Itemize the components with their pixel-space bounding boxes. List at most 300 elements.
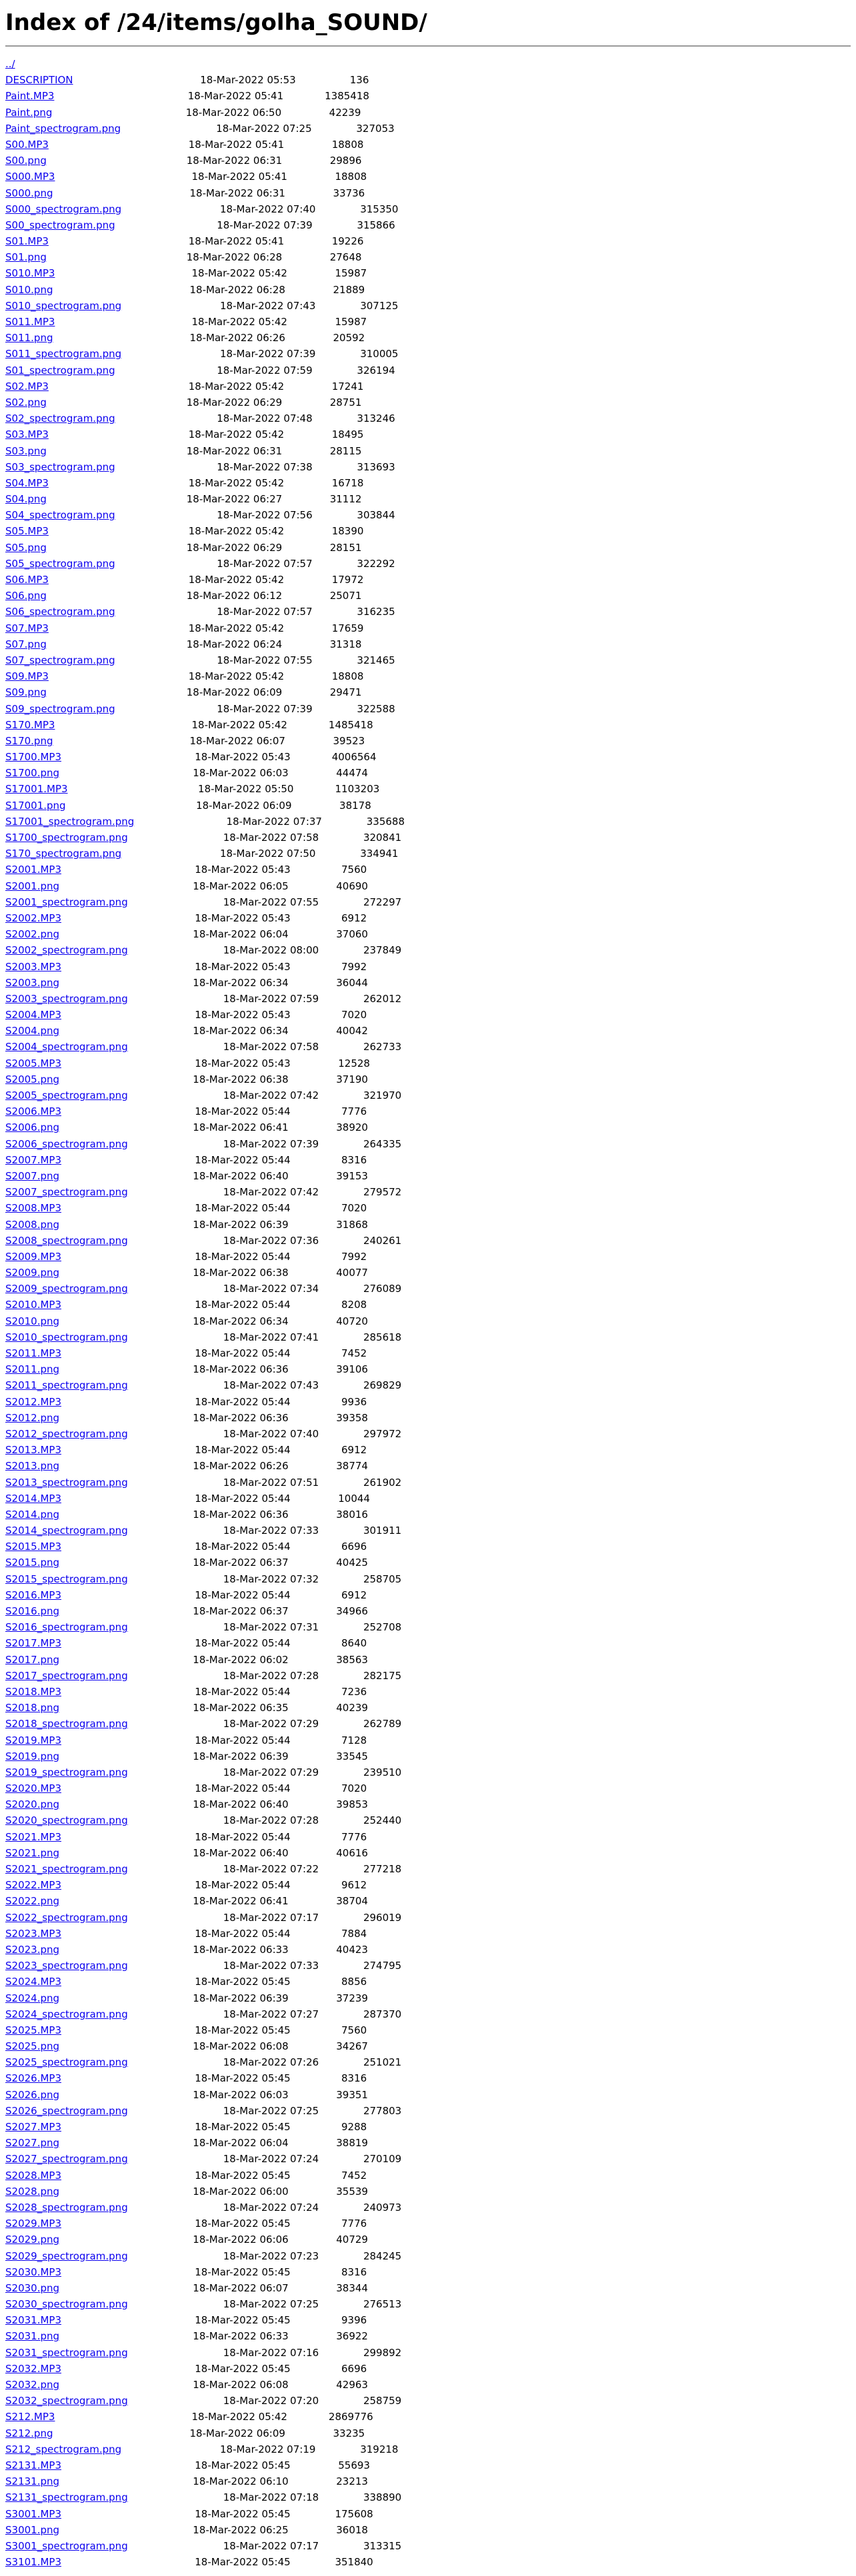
file-link[interactable]: S2029.MP3: [5, 2218, 61, 2230]
file-link[interactable]: S010.png: [5, 283, 53, 296]
file-link[interactable]: S01.png: [5, 251, 47, 264]
file-entry-row: [5, 2280, 851, 2296]
file-link[interactable]: S2031.png: [5, 2330, 60, 2343]
file-link[interactable]: S2032.png: [5, 2379, 60, 2391]
file-link[interactable]: S2016_spectrogram.png: [5, 1621, 128, 1634]
file-link[interactable]: S000.png: [5, 187, 53, 199]
file-date: 18-Mar-2022 06:25: [193, 2523, 289, 2536]
file-entry-row: [5, 1893, 851, 1909]
file-link[interactable]: S2025.png: [5, 2040, 60, 2053]
file-link[interactable]: S2028.png: [5, 2185, 60, 2198]
file-link[interactable]: S04.png: [5, 493, 47, 506]
file-link[interactable]: S2011.MP3: [5, 1347, 61, 1359]
file-link[interactable]: S17001.MP3: [5, 783, 68, 796]
file-entry-row: [5, 588, 851, 604]
file-date: 18-Mar-2022 05:41: [188, 235, 285, 248]
file-entry-row: [5, 2312, 851, 2328]
file-date: 18-Mar-2022 05:42: [188, 476, 285, 489]
file-link[interactable]: S2032_spectrogram.png: [5, 2395, 128, 2407]
file-entry-row: [5, 684, 851, 700]
file-size: 40729: [336, 2234, 368, 2246]
file-link[interactable]: S2021.png: [5, 1846, 60, 1859]
file-date: 18-Mar-2022 07:57: [217, 606, 313, 618]
file-date: 18-Mar-2022 06:03: [193, 767, 289, 780]
file-size: 44474: [336, 767, 368, 780]
file-link[interactable]: S09.MP3: [5, 670, 49, 683]
file-link[interactable]: S2014_spectrogram.png: [5, 1525, 128, 1537]
file-size: 237849: [363, 944, 402, 957]
file-link[interactable]: S2022_spectrogram.png: [5, 1911, 128, 1924]
file-link[interactable]: S2027.png: [5, 2137, 60, 2150]
file-entry-row: [5, 1716, 851, 1732]
file-entry-row: [5, 2328, 851, 2344]
file-date: 18-Mar-2022 05:44: [195, 1589, 291, 1601]
file-date: 18-Mar-2022 05:44: [195, 1734, 291, 1746]
file-link[interactable]: S01.MP3: [5, 235, 49, 248]
file-link[interactable]: DESCRIPTION: [5, 74, 73, 87]
file-link[interactable]: S2013.png: [5, 1460, 60, 1473]
file-date: 18-Mar-2022 05:45: [195, 2507, 291, 2520]
file-date: 18-Mar-2022 07:43: [223, 1379, 319, 1392]
file-date: 18-Mar-2022 07:40: [223, 1427, 319, 1440]
file-date: 18-Mar-2022 05:42: [191, 718, 287, 731]
file-link[interactable]: S2022.png: [5, 1895, 60, 1908]
file-date: 18-Mar-2022 07:24: [223, 2153, 319, 2166]
file-size: 39523: [333, 734, 365, 747]
file-link[interactable]: S170.MP3: [5, 718, 55, 731]
file-date: 18-Mar-2022 07:22: [223, 1863, 319, 1875]
file-size: 335688: [366, 815, 405, 828]
file-link[interactable]: S2008_spectrogram.png: [5, 1234, 128, 1247]
file-link[interactable]: S09.png: [5, 686, 47, 699]
file-entry-row: [5, 1926, 851, 1942]
file-size: 7776: [341, 1830, 367, 1843]
file-link[interactable]: S2026_spectrogram.png: [5, 2104, 128, 2117]
file-link[interactable]: S2028_spectrogram.png: [5, 2201, 128, 2214]
file-link[interactable]: S2013.MP3: [5, 1444, 61, 1457]
file-size: 7452: [341, 2169, 367, 2182]
file-date: 18-Mar-2022 05:42: [191, 267, 287, 280]
file-link[interactable]: S000.MP3: [5, 171, 55, 183]
file-entry-row: [5, 846, 851, 862]
file-entry-row: [5, 798, 851, 814]
file-entry-row: [5, 1764, 851, 1780]
file-link[interactable]: S2019_spectrogram.png: [5, 1766, 128, 1778]
file-link[interactable]: S00_spectrogram.png: [5, 219, 115, 231]
file-entry-row: [5, 959, 851, 975]
file-link[interactable]: S2023.MP3: [5, 1927, 61, 1940]
file-link[interactable]: S170_spectrogram.png: [5, 848, 122, 860]
file-link[interactable]: S1700.png: [5, 767, 60, 780]
file-size: 7560: [341, 864, 367, 876]
file-link[interactable]: S2008.MP3: [5, 1202, 61, 1215]
file-date: 18-Mar-2022 05:45: [195, 2218, 291, 2230]
file-link[interactable]: S2017.MP3: [5, 1637, 61, 1650]
file-link[interactable]: S1700.MP3: [5, 751, 61, 764]
file-link[interactable]: S2012.png: [5, 1411, 60, 1424]
file-size: 33736: [333, 187, 365, 199]
file-link[interactable]: S2007.MP3: [5, 1153, 61, 1166]
file-entry-row: [5, 942, 851, 958]
file-link[interactable]: S2001.MP3: [5, 864, 61, 876]
file-link[interactable]: Paint.MP3: [5, 90, 55, 103]
file-date: 18-Mar-2022 06:36: [193, 1411, 289, 1424]
file-size: 20592: [333, 332, 365, 344]
file-link[interactable]: S2024_spectrogram.png: [5, 2008, 128, 2020]
file-link[interactable]: S2005.png: [5, 1073, 60, 1085]
file-date: 18-Mar-2022 05:42: [188, 622, 285, 634]
file-link[interactable]: S2131_spectrogram.png: [5, 2491, 128, 2504]
file-link[interactable]: S06_spectrogram.png: [5, 606, 115, 618]
file-date: 18-Mar-2022 06:34: [193, 1025, 289, 1037]
file-date: 18-Mar-2022 06:04: [193, 928, 289, 941]
file-entry-row: [5, 1136, 851, 1152]
file-size: 326194: [357, 364, 395, 376]
file-date: 18-Mar-2022 05:45: [195, 2459, 291, 2471]
file-link[interactable]: S170.png: [5, 734, 53, 747]
file-link[interactable]: Paint_spectrogram.png: [5, 122, 121, 135]
file-link[interactable]: S2025.MP3: [5, 2024, 61, 2036]
file-entry-row: [5, 1829, 851, 1845]
file-link[interactable]: S2020_spectrogram.png: [5, 1814, 128, 1827]
file-size: 18495: [331, 428, 364, 441]
file-link[interactable]: S2018.png: [5, 1702, 60, 1714]
file-link[interactable]: S2011.png: [5, 1363, 60, 1376]
file-link[interactable]: S02_spectrogram.png: [5, 412, 115, 425]
file-entry-row: [5, 636, 851, 652]
file-entry-row: [5, 330, 851, 346]
file-link[interactable]: S212.png: [5, 2427, 53, 2439]
file-date: 18-Mar-2022 06:05: [193, 880, 289, 892]
file-date: 18-Mar-2022 06:37: [193, 1605, 289, 1617]
file-link[interactable]: S2019.MP3: [5, 1734, 61, 1746]
file-date: 18-Mar-2022 07:26: [223, 2056, 319, 2069]
file-link[interactable]: S2022.MP3: [5, 1879, 61, 1892]
file-link[interactable]: S2019.png: [5, 1750, 60, 1762]
file-link[interactable]: S17001.png: [5, 799, 66, 812]
file-link[interactable]: S03.MP3: [5, 428, 49, 441]
file-link[interactable]: S2024.MP3: [5, 1976, 61, 1988]
file-link[interactable]: S212_spectrogram.png: [5, 2443, 122, 2455]
file-link[interactable]: S2011_spectrogram.png: [5, 1379, 128, 1392]
file-size: 252708: [363, 1621, 402, 1634]
file-link[interactable]: S3101.MP3: [5, 2556, 61, 2569]
file-link[interactable]: S2013_spectrogram.png: [5, 1476, 128, 1489]
file-link[interactable]: S2025_spectrogram.png: [5, 2056, 128, 2069]
file-link[interactable]: S2006.MP3: [5, 1105, 61, 1118]
file-size: 282175: [363, 1669, 402, 1682]
file-date: 18-Mar-2022 05:45: [195, 2121, 291, 2133]
file-link[interactable]: S2026.png: [5, 2088, 60, 2101]
file-link[interactable]: S2030.png: [5, 2281, 60, 2294]
file-link[interactable]: S011.MP3: [5, 316, 55, 328]
file-entry-row: [5, 2554, 851, 2570]
file-link[interactable]: S06.MP3: [5, 574, 49, 586]
file-link[interactable]: S09_spectrogram.png: [5, 702, 115, 715]
file-link[interactable]: S2021_spectrogram.png: [5, 1863, 128, 1875]
file-entry-row: [5, 1652, 851, 1668]
file-link[interactable]: S212.MP3: [5, 2411, 55, 2423]
file-link[interactable]: S2015.MP3: [5, 1541, 61, 1553]
file-entry-row: [5, 1877, 851, 1893]
file-date: 18-Mar-2022 05:41: [188, 138, 285, 151]
file-date: 18-Mar-2022 07:31: [223, 1621, 319, 1634]
file-link[interactable]: S2002.MP3: [5, 912, 61, 924]
file-link[interactable]: S011_spectrogram.png: [5, 348, 122, 360]
file-size: 321465: [357, 654, 395, 666]
file-link[interactable]: S2008.png: [5, 1218, 60, 1231]
file-link[interactable]: S07.png: [5, 638, 47, 650]
file-date: 18-Mar-2022 07:57: [217, 557, 313, 570]
file-link[interactable]: S2021.MP3: [5, 1830, 61, 1843]
file-size: 7776: [341, 1105, 367, 1118]
file-link[interactable]: S2027_spectrogram.png: [5, 2153, 128, 2166]
parent-directory-link[interactable]: ../: [5, 58, 15, 70]
file-link[interactable]: S05.png: [5, 541, 47, 554]
file-entry-row: [5, 137, 851, 153]
file-size: 252440: [363, 1814, 402, 1827]
file-size: 40690: [336, 880, 368, 892]
file-link[interactable]: S011.png: [5, 332, 53, 344]
file-link[interactable]: S07_spectrogram.png: [5, 654, 115, 666]
file-link[interactable]: S02.png: [5, 396, 47, 408]
file-link[interactable]: S2032.MP3: [5, 2362, 61, 2375]
file-date: 18-Mar-2022 06:31: [189, 187, 285, 199]
file-date: 18-Mar-2022 06:37: [193, 1557, 289, 1569]
file-date: 18-Mar-2022 07:43: [219, 299, 316, 312]
file-link[interactable]: S2029_spectrogram.png: [5, 2250, 128, 2262]
file-link[interactable]: S2012_spectrogram.png: [5, 1427, 128, 1440]
file-date: 18-Mar-2022 07:38: [217, 460, 313, 473]
file-entry-row: [5, 394, 851, 410]
file-date: 18-Mar-2022 07:32: [223, 1573, 319, 1585]
file-link[interactable]: S2015.png: [5, 1557, 60, 1569]
file-size: 269829: [363, 1379, 402, 1392]
file-size: 12528: [338, 1057, 370, 1069]
file-link[interactable]: S2010_spectrogram.png: [5, 1331, 128, 1343]
file-date: 18-Mar-2022 07:27: [223, 2008, 319, 2020]
file-date: 18-Mar-2022 07:20: [223, 2395, 319, 2407]
file-link[interactable]: S2007.png: [5, 1169, 60, 1182]
file-date: 18-Mar-2022 05:53: [200, 74, 296, 87]
file-link[interactable]: S2004_spectrogram.png: [5, 1041, 128, 1053]
file-size: 33235: [333, 2427, 365, 2439]
file-size: 7020: [341, 1009, 367, 1021]
file-link[interactable]: Paint.png: [5, 106, 53, 119]
file-link[interactable]: S2026.MP3: [5, 2072, 61, 2085]
file-size: 7992: [341, 1250, 367, 1263]
file-link[interactable]: S2010.MP3: [5, 1299, 61, 1311]
file-link[interactable]: S2006_spectrogram.png: [5, 1137, 128, 1150]
file-date: 18-Mar-2022 06:10: [193, 2475, 289, 2488]
file-link[interactable]: S2020.MP3: [5, 1782, 61, 1795]
file-link[interactable]: S2020.png: [5, 1798, 60, 1811]
file-link[interactable]: S1700_spectrogram.png: [5, 832, 128, 844]
file-entry-row: [5, 701, 851, 717]
file-link[interactable]: S2005_spectrogram.png: [5, 1089, 128, 1101]
file-size: 7020: [341, 1782, 367, 1795]
file-size: 16718: [331, 476, 364, 489]
file-link[interactable]: S2001_spectrogram.png: [5, 896, 128, 908]
file-date: 18-Mar-2022 05:43: [195, 960, 291, 973]
file-size: 55693: [338, 2459, 370, 2471]
file-date: 18-Mar-2022 07:58: [223, 1041, 319, 1053]
file-entry-row: [5, 2457, 851, 2473]
file-link[interactable]: S2131.png: [5, 2475, 60, 2488]
file-link[interactable]: S2016.png: [5, 1605, 60, 1617]
file-entry-row: [5, 314, 851, 330]
file-date: 18-Mar-2022 06:34: [193, 976, 289, 989]
file-size: 276089: [363, 1283, 402, 1295]
file-entry-row: [5, 604, 851, 620]
file-date: 18-Mar-2022 05:44: [195, 1879, 291, 1892]
file-link[interactable]: S2031_spectrogram.png: [5, 2346, 128, 2359]
file-link[interactable]: S2014.MP3: [5, 1492, 61, 1505]
file-entry-row: [5, 1313, 851, 1329]
file-listing: [5, 56, 851, 2570]
file-size: 38563: [336, 1653, 368, 1666]
file-link[interactable]: S2029.png: [5, 2234, 60, 2246]
file-link[interactable]: S2003.MP3: [5, 960, 61, 973]
file-entry-row: [5, 1200, 851, 1216]
file-date: 18-Mar-2022 07:36: [223, 1234, 319, 1247]
file-link[interactable]: S2004.MP3: [5, 1009, 61, 1021]
file-size: 36922: [336, 2330, 368, 2343]
file-size: 21889: [333, 283, 365, 296]
file-size: 303844: [357, 509, 395, 522]
file-size: 1485418: [328, 718, 373, 731]
file-link[interactable]: S2024.png: [5, 1992, 60, 2004]
file-link[interactable]: S2030.MP3: [5, 2265, 61, 2278]
file-size: 284245: [363, 2250, 402, 2262]
file-link[interactable]: S02.MP3: [5, 380, 49, 392]
file-entry-row: [5, 2409, 851, 2425]
file-link[interactable]: S2131.MP3: [5, 2459, 61, 2471]
file-date: 18-Mar-2022 06:40: [193, 1798, 289, 1811]
file-link[interactable]: S2003.png: [5, 976, 60, 989]
file-link[interactable]: S3001.MP3: [5, 2507, 61, 2520]
file-size: 1385418: [325, 90, 369, 103]
file-link[interactable]: S05_spectrogram.png: [5, 557, 115, 570]
file-link[interactable]: S07.MP3: [5, 622, 49, 634]
file-size: 18808: [331, 138, 364, 151]
file-size: 38016: [336, 1508, 368, 1521]
file-link[interactable]: S01_spectrogram.png: [5, 364, 115, 376]
file-entry-row: [5, 1571, 851, 1587]
file-entry-row: [5, 1377, 851, 1393]
file-link[interactable]: S2017.png: [5, 1653, 60, 1666]
file-entry-row: [5, 1780, 851, 1796]
file-link[interactable]: S04.MP3: [5, 476, 49, 489]
file-link[interactable]: S2006.png: [5, 1121, 60, 1134]
file-size: 42963: [336, 2379, 368, 2391]
file-link[interactable]: S2012.MP3: [5, 1395, 61, 1408]
file-link[interactable]: S2023_spectrogram.png: [5, 1960, 128, 1972]
file-link[interactable]: S2003_spectrogram.png: [5, 992, 128, 1005]
file-entry-row: [5, 2345, 851, 2361]
file-link[interactable]: S2009.png: [5, 1267, 60, 1279]
file-link[interactable]: S03.png: [5, 444, 47, 457]
file-link[interactable]: S2015_spectrogram.png: [5, 1573, 128, 1585]
file-size: 6696: [341, 2362, 367, 2375]
file-link[interactable]: S2001.png: [5, 880, 60, 892]
file-date: 18-Mar-2022 06:09: [189, 2427, 285, 2439]
file-link[interactable]: S2004.png: [5, 1025, 60, 1037]
file-size: 19226: [331, 235, 364, 248]
file-date: 18-Mar-2022 07:28: [223, 1814, 319, 1827]
file-entry-row: [5, 2151, 851, 2167]
file-date: 18-Mar-2022 05:42: [188, 670, 285, 683]
file-link[interactable]: S2014.png: [5, 1508, 60, 1521]
file-entry-row: [5, 217, 851, 233]
file-date: 18-Mar-2022 05:44: [195, 1782, 291, 1795]
file-entry-row: [5, 1329, 851, 1345]
file-entry-row: [5, 2425, 851, 2441]
file-link[interactable]: S010_spectrogram.png: [5, 299, 122, 312]
file-link[interactable]: S2027.MP3: [5, 2121, 61, 2133]
file-entry-row: [5, 1458, 851, 1474]
file-entry-row: [5, 201, 851, 217]
file-size: 6912: [341, 1589, 367, 1601]
file-link[interactable]: S2031.MP3: [5, 2314, 61, 2327]
file-link[interactable]: S2018_spectrogram.png: [5, 1718, 128, 1730]
file-entry-row: [5, 1297, 851, 1313]
file-link[interactable]: S2005.MP3: [5, 1057, 61, 1069]
file-entry-row: [5, 169, 851, 185]
file-link[interactable]: S000_spectrogram.png: [5, 203, 122, 215]
file-entry-row: [5, 459, 851, 475]
file-link[interactable]: S010.MP3: [5, 267, 55, 280]
file-size: 40616: [336, 1846, 368, 1859]
file-date: 18-Mar-2022 05:44: [195, 1202, 291, 1215]
file-link[interactable]: S17001_spectrogram.png: [5, 815, 135, 828]
file-link[interactable]: S2030_spectrogram.png: [5, 2298, 128, 2311]
file-size: 27648: [329, 251, 362, 264]
file-link[interactable]: S2016.MP3: [5, 1589, 61, 1601]
file-size: 39853: [336, 1798, 368, 1811]
file-link[interactable]: S3001_spectrogram.png: [5, 2539, 128, 2552]
file-link[interactable]: S04_spectrogram.png: [5, 509, 115, 522]
file-link[interactable]: S2002.png: [5, 928, 60, 941]
file-link[interactable]: S03_spectrogram.png: [5, 460, 115, 473]
file-link[interactable]: S2009.MP3: [5, 1250, 61, 1263]
file-size: 322588: [357, 702, 395, 715]
file-entry-row: [5, 749, 851, 765]
file-date: 18-Mar-2022 07:17: [223, 2539, 319, 2552]
file-entry-row: [5, 862, 851, 878]
file-link[interactable]: S2028.MP3: [5, 2169, 61, 2182]
file-link[interactable]: S2023.png: [5, 1943, 60, 1956]
file-entry-row: [5, 1555, 851, 1571]
file-link[interactable]: S06.png: [5, 590, 47, 602]
file-link[interactable]: S2007_spectrogram.png: [5, 1186, 128, 1199]
file-link[interactable]: S05.MP3: [5, 525, 49, 538]
file-link[interactable]: S00.MP3: [5, 138, 49, 151]
file-link[interactable]: S2009_spectrogram.png: [5, 1283, 128, 1295]
file-link[interactable]: S2010.png: [5, 1315, 60, 1327]
file-link[interactable]: S3001.png: [5, 2523, 60, 2536]
file-link[interactable]: S2018.MP3: [5, 1685, 61, 1698]
file-link[interactable]: S2017_spectrogram.png: [5, 1669, 128, 1682]
file-size: 277218: [363, 1863, 402, 1875]
file-entry-row: [5, 2441, 851, 2457]
file-link[interactable]: S2002_spectrogram.png: [5, 944, 128, 957]
file-link[interactable]: S00.png: [5, 155, 47, 167]
file-entry-row: [5, 282, 851, 298]
file-size: 8208: [341, 1299, 367, 1311]
file-date: 18-Mar-2022 06:34: [193, 1315, 289, 1327]
file-entry-row: [5, 2538, 851, 2554]
